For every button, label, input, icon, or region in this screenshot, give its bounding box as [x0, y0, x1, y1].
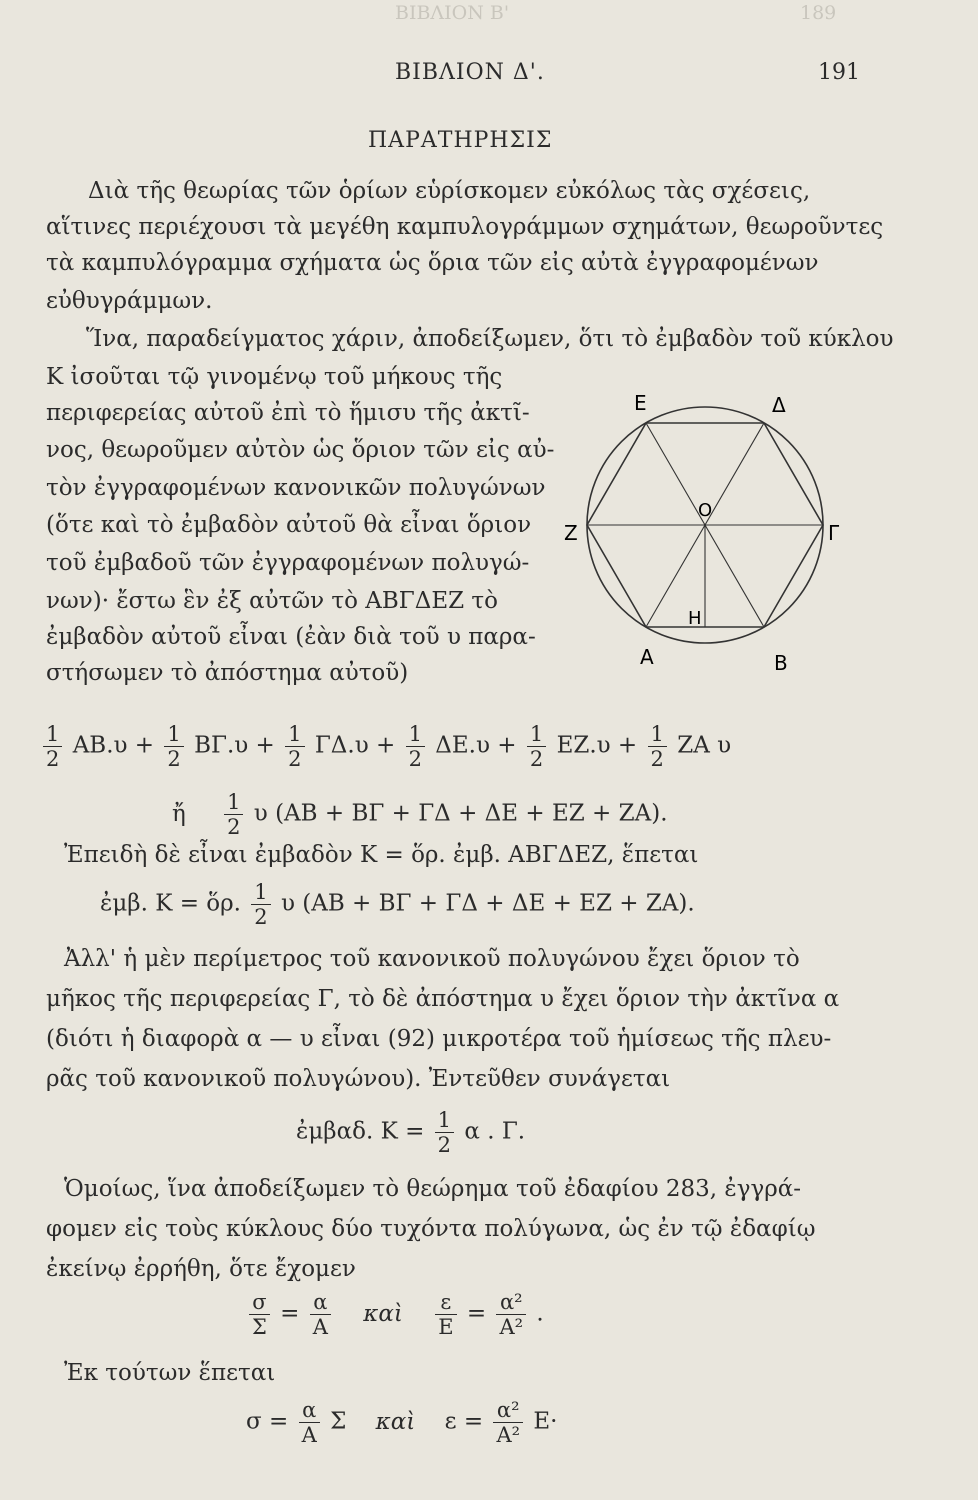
- paragraph-line: στήσωμεν τὸ ἀπόστημα αὐτοῦ): [46, 660, 409, 686]
- vertex-label-z: Ζ: [564, 521, 578, 545]
- equation-polygon-area: [40, 722, 731, 771]
- paragraph-line: Ἐπειδὴ δὲ εἶναι ἐμβαδὸν Κ = ὅρ. ἐμβ. ΑΒΓΔΕΖ, ἕπεται: [64, 842, 699, 868]
- paragraph-line: ρᾶς τοῦ κανονικοῦ πολυγώνου). Ἐντεῦθεν συνάγεται: [46, 1066, 671, 1092]
- paragraph-line: ἐκείνῳ ἐρρήθη, ὅτε ἔχομεν: [46, 1256, 356, 1282]
- fraction-half: $\frac{1}{2}$: [43, 722, 62, 771]
- foot-label-h: Η: [688, 608, 702, 629]
- hexagon-in-circle-figure: [560, 370, 860, 690]
- paragraph-line: νων)· ἔστω ἓν ἐξ αὐτῶν τὸ ΑΒΓΔΕΖ τὸ: [46, 588, 499, 614]
- equation-circle-area: ἐμβαδ. Κ = $\frac{1}{2}$ α . Γ.: [296, 1108, 526, 1158]
- section-title: ΠΑΡΑΤΗΡΗΣΙΣ: [368, 128, 553, 153]
- paragraph-line: τὰ καμπυλόγραμμα σχήματα ὡς ὅρια τῶν εἰς αὐτὰ ἐγγραφομένων: [46, 250, 819, 276]
- equation-limit-area: ἐμβ. Κ = ὅρ. $\frac{1}{2}$ υ (ΑΒ + ΒΓ + ΓΔ + ΔΕ + ΕΖ + ΖΑ).: [100, 880, 695, 930]
- vertex-label-d: Δ: [772, 393, 786, 417]
- equation-ratios: $\frac{\sigma}{\Sigma}$ = $\frac{\alpha}{A}$ καὶ $\frac{\varepsilon}{E}$ = $\frac{\text{α²}}{\text{Α²}}$ .: [246, 1290, 544, 1339]
- paragraph-line: μῆκος τῆς περιφερείας Γ, τὸ δὲ ἀπόστημα υ ἔχει ὅριον τὴν ἀκτῖνα α: [46, 986, 840, 1012]
- paragraph-line: Διὰ τῆς θεωρίας τῶν ὁρίων εὑρίσκομεν εὐκόλως τὰς σχέσεις,: [88, 178, 811, 204]
- fraction-half: $\frac{1}{2}$: [224, 790, 243, 839]
- paragraph-line: Ἀλλ' ἡ μὲν περίμετρος τοῦ κανονικοῦ πολυγώνου ἔχει ὅριον τὸ: [64, 946, 800, 972]
- paragraph-line: τὸν ἐγγραφομένων κανονικῶν πολυγώνων: [46, 475, 546, 501]
- equation-results: σ = $\frac{\alpha}{A}$ Σ καὶ ε = $\frac{\text{α²}}{\text{Α²}}$ Ε·: [246, 1398, 558, 1448]
- fraction-half: $\frac{1}{2}$: [164, 722, 183, 771]
- term: ΒΓ.υ +: [194, 732, 275, 759]
- paragraph-line: νος, θεωροῦμεν αὐτὸν ὡς ὅριον τῶν εἰς αὐ-: [46, 437, 555, 463]
- term: ΔΕ.υ +: [435, 732, 517, 759]
- paragraph-line: αἵτινες περιέχουσι τὰ μεγέθη καμπυλογράμμων σχημάτων, θεωροῦντες: [46, 214, 884, 240]
- fraction-half: $\frac{1}{2}$: [648, 722, 667, 771]
- paragraph-line: Ἵνα, παραδείγματος χάριν, ἀποδείξωμεν, ὅτι τὸ ἐμβαδὸν τοῦ κύκλου: [86, 326, 894, 352]
- vertex-label-e: Ε: [634, 391, 647, 415]
- vertex-label-a: Α: [640, 645, 654, 669]
- term: ΕΖ.υ +: [556, 732, 638, 759]
- fraction-half: $\frac{1}{2}$: [435, 1108, 454, 1157]
- ghost-running-head: ΒΙΒΛΙΟΝ Β': [395, 2, 510, 24]
- paragraph-line: περιφερείας αὐτοῦ ἐπὶ τὸ ἥμισυ τῆς ἀκτῖ-: [46, 400, 530, 426]
- paragraph-line: (ὅτε καὶ τὸ ἐμβαδὸν αὐτοῦ θὰ εἶναι ὅριον: [46, 512, 532, 538]
- paragraph-line: (διότι ἡ διαφορὰ α — υ εἶναι (92) μικροτέρα τοῦ ἡμίσεως τῆς πλευ-: [46, 1026, 832, 1052]
- paragraph-line: τοῦ ἐμβαδοῦ τῶν ἐγγραφομένων πολυγώ-: [46, 550, 530, 576]
- running-head: ΒΙΒΛΙΟΝ Δ'.: [395, 60, 545, 85]
- fraction-half: $\frac{1}{2}$: [406, 722, 425, 771]
- page-number: 191: [818, 60, 860, 85]
- fraction-half: $\frac{1}{2}$: [251, 880, 270, 929]
- ghost-page-number: 189: [800, 2, 837, 24]
- equation-or-sum: ἤ $\frac{1}{2}$ υ (ΑΒ + ΒΓ + ΓΔ + ΔΕ + ΕΖ + ΖΑ).: [172, 790, 668, 840]
- fraction-half: $\frac{1}{2}$: [285, 722, 304, 771]
- paragraph-line: Ὁμοίως, ἵνα ἀποδείξωμεν τὸ θεώρημα τοῦ ἐδαφίου 283, ἐγγρά-: [64, 1176, 802, 1202]
- paragraph-line: Κ ἰσοῦται τῷ γινομένῳ τοῦ μήκους τῆς: [46, 364, 503, 390]
- term: ΑΒ.υ +: [72, 732, 155, 759]
- paragraph-line: ἐμβαδὸν αὐτοῦ εἶναι (ἐὰν διὰ τοῦ υ παρα-: [46, 624, 536, 650]
- vertex-label-b: Β: [774, 651, 788, 675]
- fraction-half: $\frac{1}{2}$: [527, 722, 546, 771]
- center-label-o: O: [698, 500, 713, 521]
- vertex-label-g: Γ: [828, 521, 840, 545]
- term: ΖΑ υ: [677, 732, 732, 759]
- paragraph-line: εὐθυγράμμων.: [46, 288, 213, 314]
- paragraph-line: φομεν εἰς τοὺς κύκλους δύο τυχόντα πολύγωνα, ὡς ἐν τῷ ἐδαφίῳ: [46, 1216, 816, 1242]
- term: ΓΔ.υ +: [314, 732, 396, 759]
- paragraph-line: Ἐκ τούτων ἕπεται: [64, 1360, 276, 1386]
